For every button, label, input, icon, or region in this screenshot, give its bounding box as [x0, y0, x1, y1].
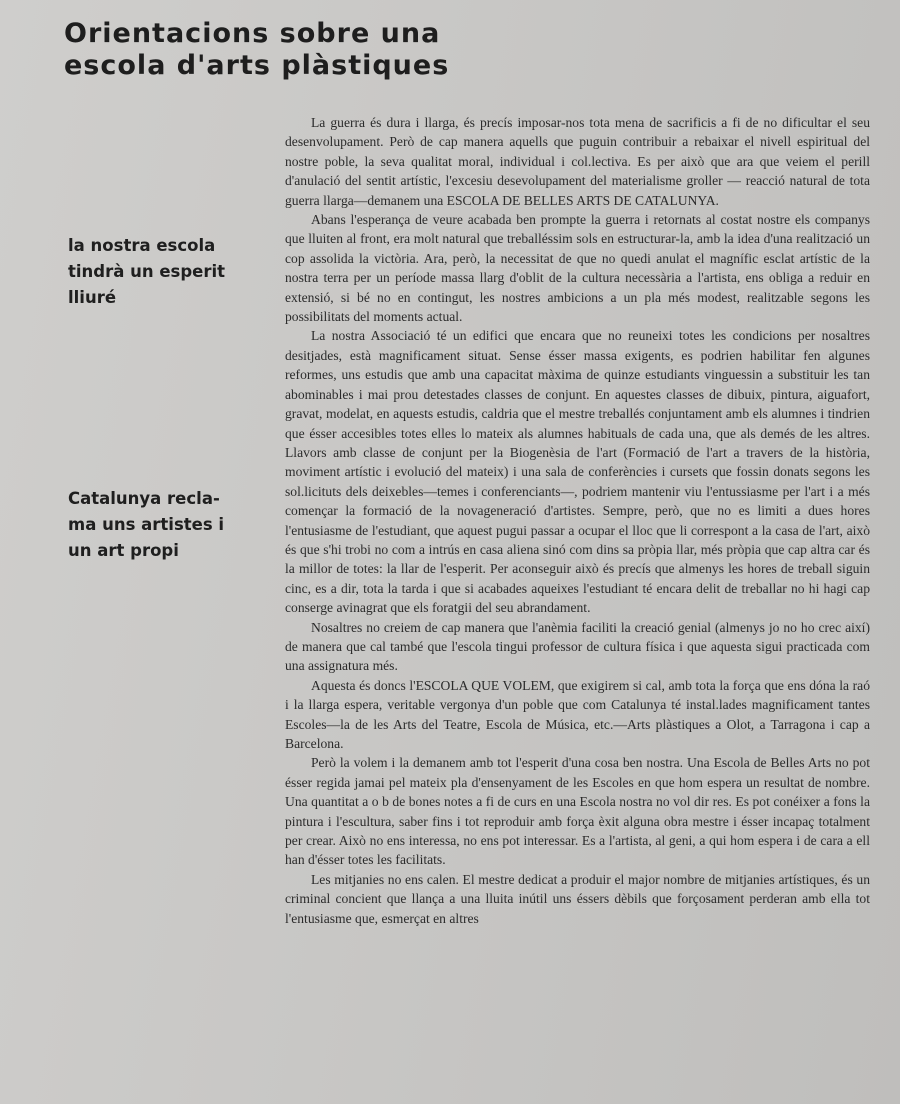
- sidenote-line: ma uns artistes i: [68, 515, 225, 534]
- paragraph: La nostra Associació té un edifici que encara que no reuneixi totes les condicions per nosaltres desitjades, està magnificament situat. Sense ésser massa exigents, es podrien habilitar fen algunes reformes, uns estudis que amb una capacitat màxima de quinze estudiants vinguessin a substituir les tan abominables i mai prou detestades classes de conjunt. En aquestes classes de dibuix, pintura, aiguafort, gravat, modelat, en aquests estudis, caldria que el mestre treballés conjuntament amb els alumnes i tindrien que ésser accesibles totes elles lo mateix als alumnes habituals de cada una, que als demés de les altres. Llavors amb classe de conjunt per la Biogenèsia de l'art (Formació de l'art a travers de la història, moviment artístic i evolució del mateix) i una sala de conferències i cursets que fossin donats segons les sol.licituts dels deixebles—temes i conferenciants—, podriem mantenir viu l'entussiasme per l'art i a més començar la formació de la novageneració d'artistes. Sempre, però, que no es limiti a dues hores l'entusiasme de l'estudiant, que aquest pugui passar a ocupar el lloc que li correspont a la casa de l'art, això és que s'hi trobi no com a intrús en casa aliena sinó com dins sa pròpia llar, més pròpia que cap altra car és la millor de totes: la llar de l'esperit. Per aconseguir això és precís que almenys les hores de treball siguin cinc, es a dir, tota la tarda i que si acabades aqueixes l'estudiant té encara delit de treballar no hi hagi cap conserge avinagrat que els foratgii del seu abrandament.: [285, 328, 870, 616]
- paragraph: Però la volem i la demanem amb tot l'esperit d'una cosa ben nostra. Una Escola de Belles Arts no pot ésser regida jamai pel mateix pla d'ensenyament de les Escoles en que hom espera un resultat de nombre. Una quantitat a o b de bones notes a fi de curs en una Escola nostra no vol dir res. Es pot conéixer a fons la pintura i l'escultura, saber fins i tot reproduir amb força èxit alguna obra mestre i ésser incapaç totalment per crear. Això no ens interessa, no ens pot interessar. Es a l'artista, al geni, a qui hom espera i de cara a ell han d'ésser totes les facilitats.: [285, 755, 870, 868]
- paragraph: Nosaltres no creiem de cap manera que l'anèmia faciliti la creació genial (almenys jo no ho crec així) de manera que cal també que l'escola tingui professor de cultura física i que aquesta sigui practicada com una assignatura més.: [285, 619, 870, 674]
- paragraph: Les mitjanies no ens calen. El mestre dedicat a produir el major nombre de mitjanies artístiques, és un criminal concient que llança a una lluita inútil uns éssers dèbils que forçosament perderan amb ella tot l'entusiasme que, esmerçat en altres: [285, 871, 870, 926]
- title-line-2: escola d'arts plàstiques: [64, 50, 450, 81]
- sidenote-line: un art propi: [68, 541, 179, 560]
- sidenote-catalunya-reclama: [68, 486, 268, 564]
- sidenote-line: lliuré: [68, 288, 117, 307]
- sidenote-line: la nostra escola: [68, 236, 216, 255]
- article-title: [64, 18, 449, 82]
- sidenote-line: tindrà un esperit: [68, 262, 226, 281]
- paragraph: Aquesta és doncs l'ESCOLA QUE VOLEM, que exigirem si cal, amb tota la força que ens dóna la raó i la llarga espera, veritable vergonya d'un poble que com Catalunya té instal.lades magnificament tantes Escoles—la de les Arts del Teatre, Escola de Música, etc.—Arts plàstiques a Olot, a Tarragona i cap a Barcelona.: [285, 677, 870, 751]
- sidenote-line: Catalunya recla-: [68, 489, 220, 508]
- paragraph: Abans l'esperança de veure acabada ben prompte la guerra i retornats al costat nostre els companys que lluiten al front, era molt natural que treballéssim sols en estructurar-la, amb la idea d'una realització un cop assolida la victòria. Ara, però, la necessitat de que no quedi anulat el magnífic esclat artístic de la nostra terra per un període massa llarg d'oblit de la cultura necessària a l'artista, ens obliga a reduir en extensió, si bé no en contingut, les nostres ambicions a un pla més modest, realitzable segons les possibilitats del moments actual.: [285, 212, 870, 325]
- title-line-1: Orientacions sobre una: [64, 18, 441, 49]
- paragraph: La guerra és dura i llarga, és precís imposar-nos tota mena de sacrificis a fi de no dificultar el seu desenvolupament. Però de cap manera aquells que puguin contribuir a rebaixar el nivell espiritual del nostre poble, la seva qualitat moral, individual i col.lectiva. Es per això que ara que veiem el perill d'anulació del sentit artístic, l'excesiu desevolupament del materialisme groller — reacció natural de tota guerra llarga—demanem una ESCOLA DE BELLES ARTS DE CATALUNYA.: [285, 115, 870, 208]
- article-body: [285, 113, 870, 928]
- sidenote-esperit-lliure: [68, 233, 268, 311]
